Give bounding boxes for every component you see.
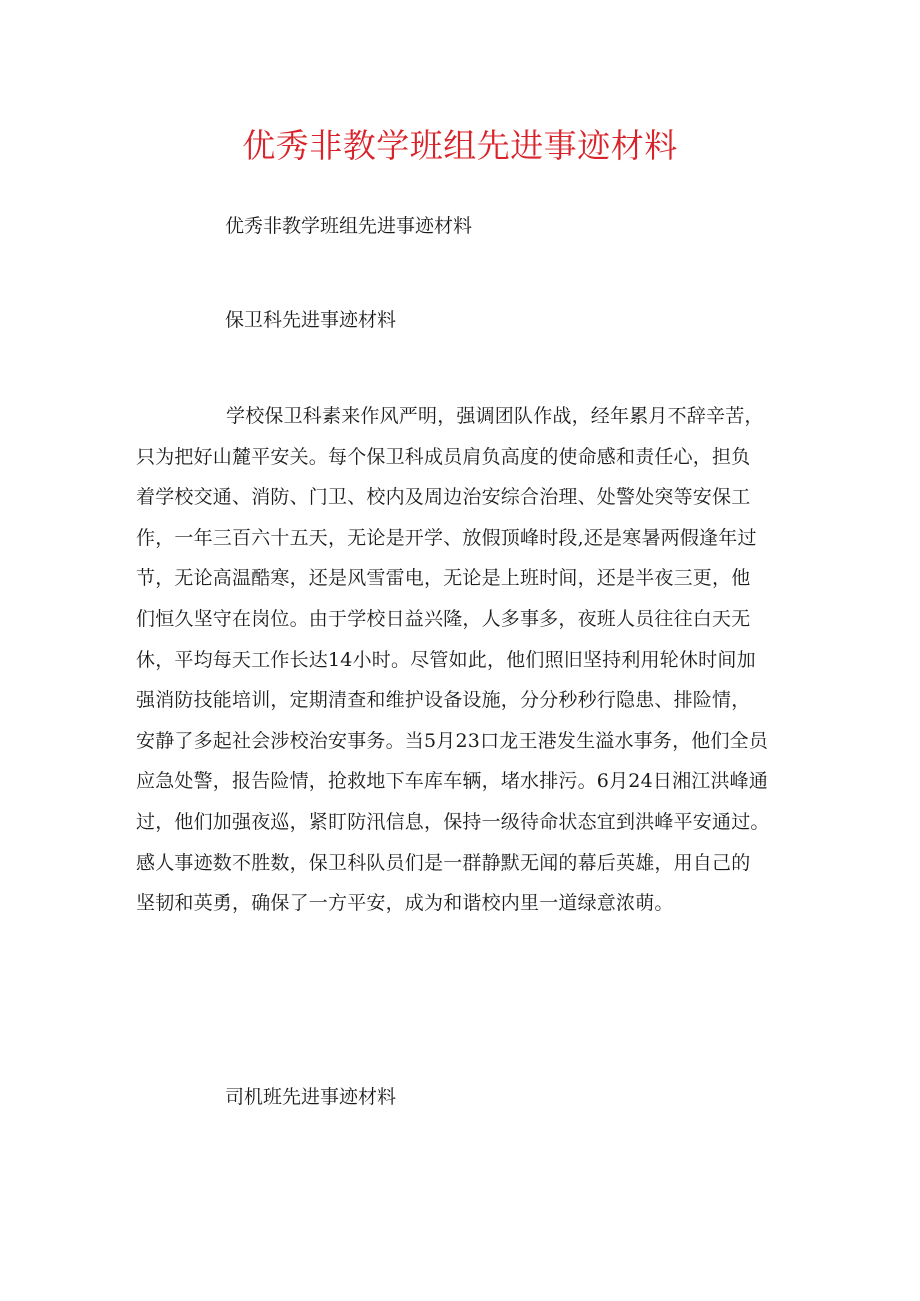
body-line: 过，他们加强夜巡，紧盯防汛信息，保持一级待命状态宜到洪峰平安通过。 — [136, 810, 770, 833]
body-line: 安静了多起社会涉校治安事务。当5月23口龙王港发生溢水事务，他们全员 — [136, 729, 769, 752]
body-line: 坚韧和英勇，确保了一方平安，成为和谐校内里一道绿意浓萌。 — [136, 892, 674, 915]
section-heading-siji: 司机班先进事迹材料 — [225, 1086, 397, 1108]
body-line: 应急处警，报告险情，抢救地下车库车辆，堵水排污。6月24日湘江洪峰通 — [136, 770, 769, 793]
body-line: 们恒久坚守在岗位。由于学校日益兴隆，人多事多，夜班人员往往白天无 — [136, 607, 751, 630]
body-line: 着学校交通、消防、门卫、校内及周边治安综合治理、处警处突等安保工 — [136, 486, 751, 509]
body-line: 休，平均每天工作长达14小时。尽管如此，他们照旧坚持利用轮休时间加 — [136, 648, 756, 671]
body-line: 感人事迹数不胜数，保卫科队员们是一群静默无闻的幕后英雄，用自己的 — [136, 851, 751, 874]
section-heading-baowei: 保卫科先进事迹材料 — [225, 309, 397, 331]
body-line: 学校保卫科素来作风严明，强调团队作战，经年累月不辞辛苦， — [226, 405, 764, 427]
document-title: 优秀非教学班组先进事迹材料 — [242, 126, 678, 165]
body-line: 强消防技能培训，定期清查和维护设备设施，分分秒秒行隐患、排险情， — [136, 689, 751, 712]
section-body-baowei — [136, 396, 786, 924]
body-line: 只为把好山麓平安关。每个保卫科成员肩负高度的使命感和责任心，担负 — [136, 445, 751, 468]
document-subtitle: 优秀非教学班组先进事迹材料 — [225, 215, 473, 237]
body-line: 作，一年三百六十五天，无论是开学、放假顶峰时段,还是寒暑两假逢年过 — [136, 526, 757, 549]
body-line: 节，无论高温酷寒，还是风雪雷电，无论是上班时间，还是半夜三更，他 — [136, 567, 751, 590]
